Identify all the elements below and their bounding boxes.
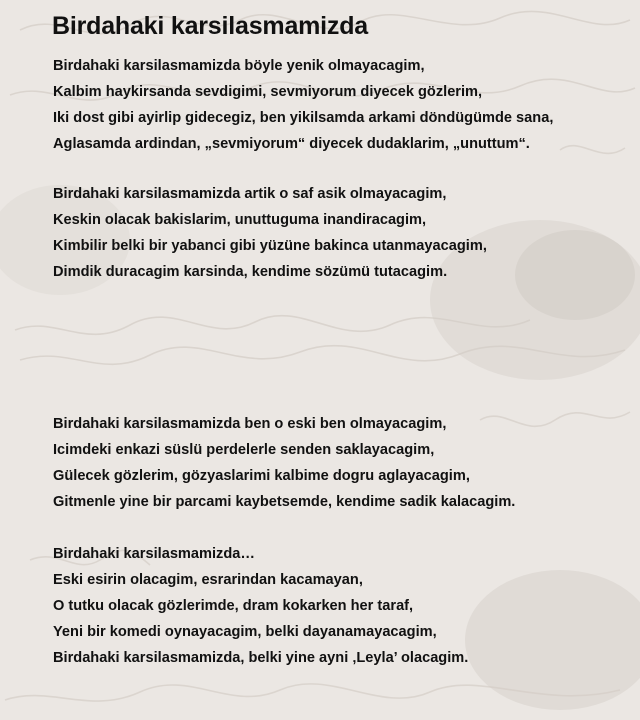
poem-line: Kalbim haykirsanda sevdigimi, sevmiyorum diyecek gözlerim, <box>53 84 483 100</box>
poem-stanza-1 <box>53 53 553 157</box>
poem-line: Iki dost gibi ayirlip gidecegiz, ben yikilsamda arkami döndügümde sana, <box>53 110 554 126</box>
poem-stanza-2 <box>53 181 487 285</box>
poem-stanza-4 <box>53 541 468 671</box>
poem-line: Birdahaki karsilasmamizda ben o eski ben olmayacagim, <box>53 416 447 432</box>
poem-line: Birdahaki karsilasmamizda, belki yine ayni ‚Leyla’ olacagim. <box>53 650 469 666</box>
poem-line: Icimdeki enkazi süslü perdelerle senden saklayacagim, <box>53 442 435 458</box>
poem-title: Birdahaki karsilasmamizda <box>52 12 368 40</box>
poem-line: Gitmenle yine bir parcami kaybetsemde, kendime sadik kalacagim. <box>53 494 516 510</box>
poem-line: O tutku olacak gözlerimde, dram kokarken her taraf, <box>53 598 414 614</box>
poem-line: Birdahaki karsilasmamizda artik o saf asik olmayacagim, <box>53 186 447 202</box>
poem-line: Keskin olacak bakislarim, unuttuguma inandiracagim, <box>53 212 427 228</box>
poem-line: Yeni bir komedi oynayacagim, belki dayanamayacagim, <box>53 624 437 640</box>
poem-line: Birdahaki karsilasmamizda böyle yenik olmayacagim, <box>53 58 425 74</box>
poem-stanza-3 <box>53 411 515 515</box>
poem-line: Eski esirin olacagim, esrarindan kacamayan, <box>53 572 363 588</box>
poem-line: Dimdik duracagim karsinda, kendime sözümü tutacagim. <box>53 264 448 280</box>
poem-line: Aglasamda ardindan, „sevmiyorum“ diyecek dudaklarim, „unuttum“. <box>53 136 530 152</box>
poem-line: Kimbilir belki bir yabanci gibi yüzüne bakinca utanmayacagim, <box>53 238 487 254</box>
poem-line: Birdahaki karsilasmamizda… <box>53 546 255 562</box>
poem-line: Gülecek gözlerim, gözyaslarimi kalbime dogru aglayacagim, <box>53 468 470 484</box>
